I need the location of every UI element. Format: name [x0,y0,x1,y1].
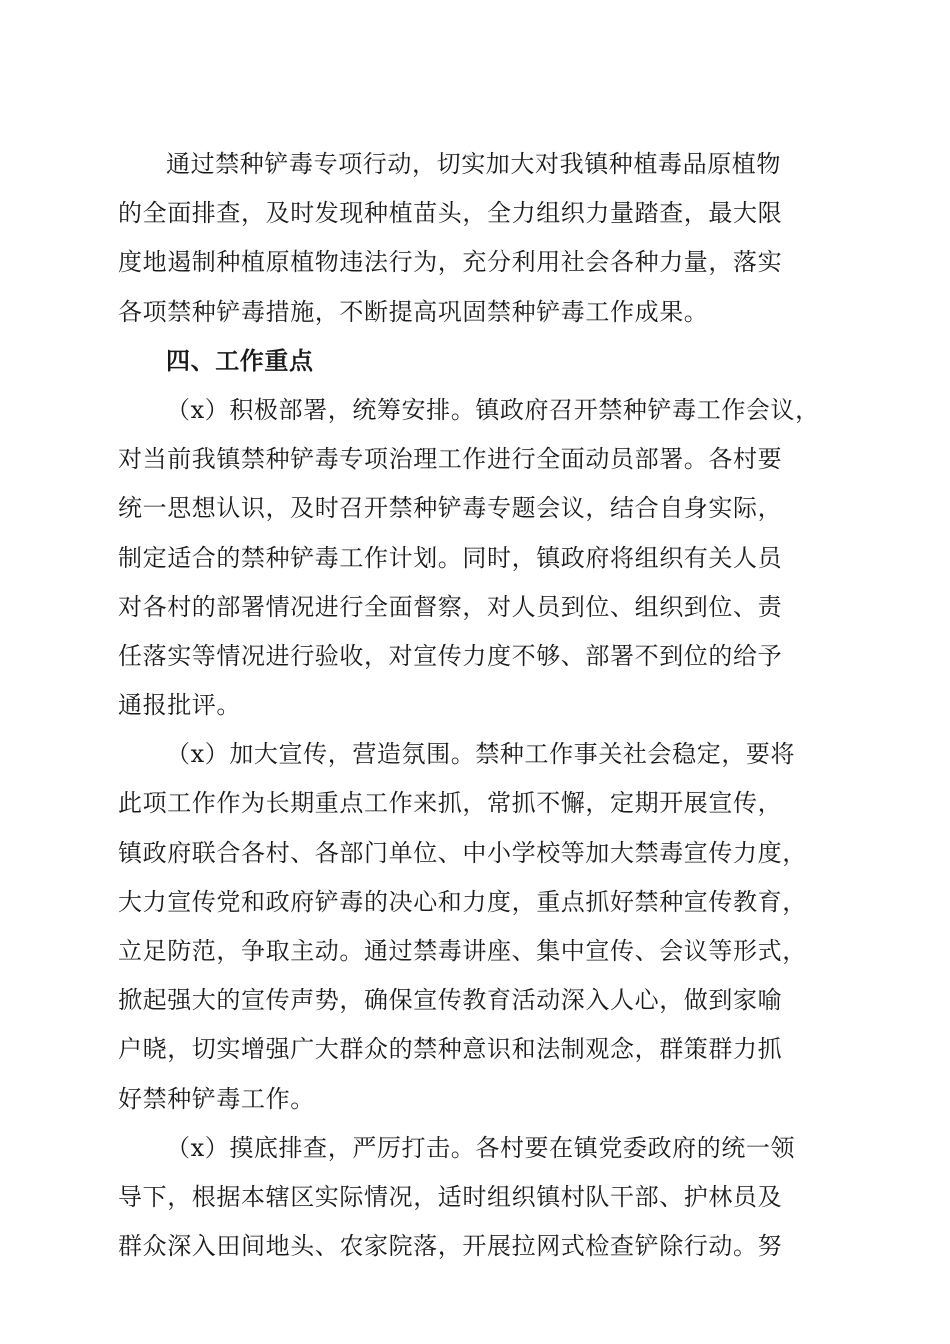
paragraph-line: 制定适合的禁种铲毒工作计划。同时，镇政府将组织有关人员 [118,543,783,572]
paragraph-line: （x）加大宣传，营造氛围。禁种工作事关社会稳定，要将 [166,740,796,769]
paragraph-line: 此项工作作为长期重点工作来抓，常抓不懈，定期开展宣传， [118,789,783,818]
paragraph-line: 群众深入田间地头、农家院落，开展拉网式检查铲除行动。努 [118,1232,783,1261]
paragraph-line: 大力宣传党和政府铲毒的决心和力度，重点抓好禁种宣传教育， [118,887,807,916]
paragraph-line: 对各村的部署情况进行全面督察，对人员到位、组织到位、责 [118,592,783,621]
paragraph-line: 户晓，切实增强广大群众的禁种意识和法制观念，群策群力抓 [118,1035,783,1064]
paragraph-line: 立足防范，争取主动。通过禁毒讲座、集中宣传、会议等形式， [118,937,807,965]
paragraph-line: 通报批评。 [118,691,241,720]
paragraph-line: 统一思想认识，及时召开禁种铲毒专题会议，结合自身实际， [118,494,783,523]
section-heading: 四、工作重点 [166,346,314,375]
paragraph-line: 任落实等情况进行验收，对宣传力度不够、部署不到位的给予 [118,641,783,670]
paragraph-line: 通过禁种铲毒专项行动，切实加大对我镇种植毒品原植物 [166,150,781,178]
paragraph-line: 镇政府联合各村、各部门单位、中小学校等加大禁毒宣传力度， [118,838,807,867]
paragraph-line: 掀起强大的宣传声势，确保宣传教育活动深入人心，做到家喻 [118,986,783,1015]
paragraph-line: （x）摸底排查，严厉打击。各村要在镇党委政府的统一领 [166,1133,796,1162]
document-body [118,140,830,1271]
paragraph-line: 度地遏制种植原植物违法行为，充分利用社会各种力量，落实 [118,248,783,277]
paragraph-line: 对当前我镇禁种铲毒专项治理工作进行全面动员部署。各村要 [118,445,783,474]
paragraph-line: 各项禁种铲毒措施，不断提高巩固禁种铲毒工作成果。 [118,297,709,326]
paragraph-line: 导下，根据本辖区实际情况，适时组织镇村队干部、护林员及 [118,1182,783,1211]
paragraph-line: （x）积极部署，统筹安排。镇政府召开禁种铲毒工作会议， [166,395,820,424]
paragraph-line: 的全面排查，及时发现种植苗头，全力组织力量踏查，最大限 [118,199,783,228]
paragraph-line: 好禁种铲毒工作。 [118,1084,315,1113]
